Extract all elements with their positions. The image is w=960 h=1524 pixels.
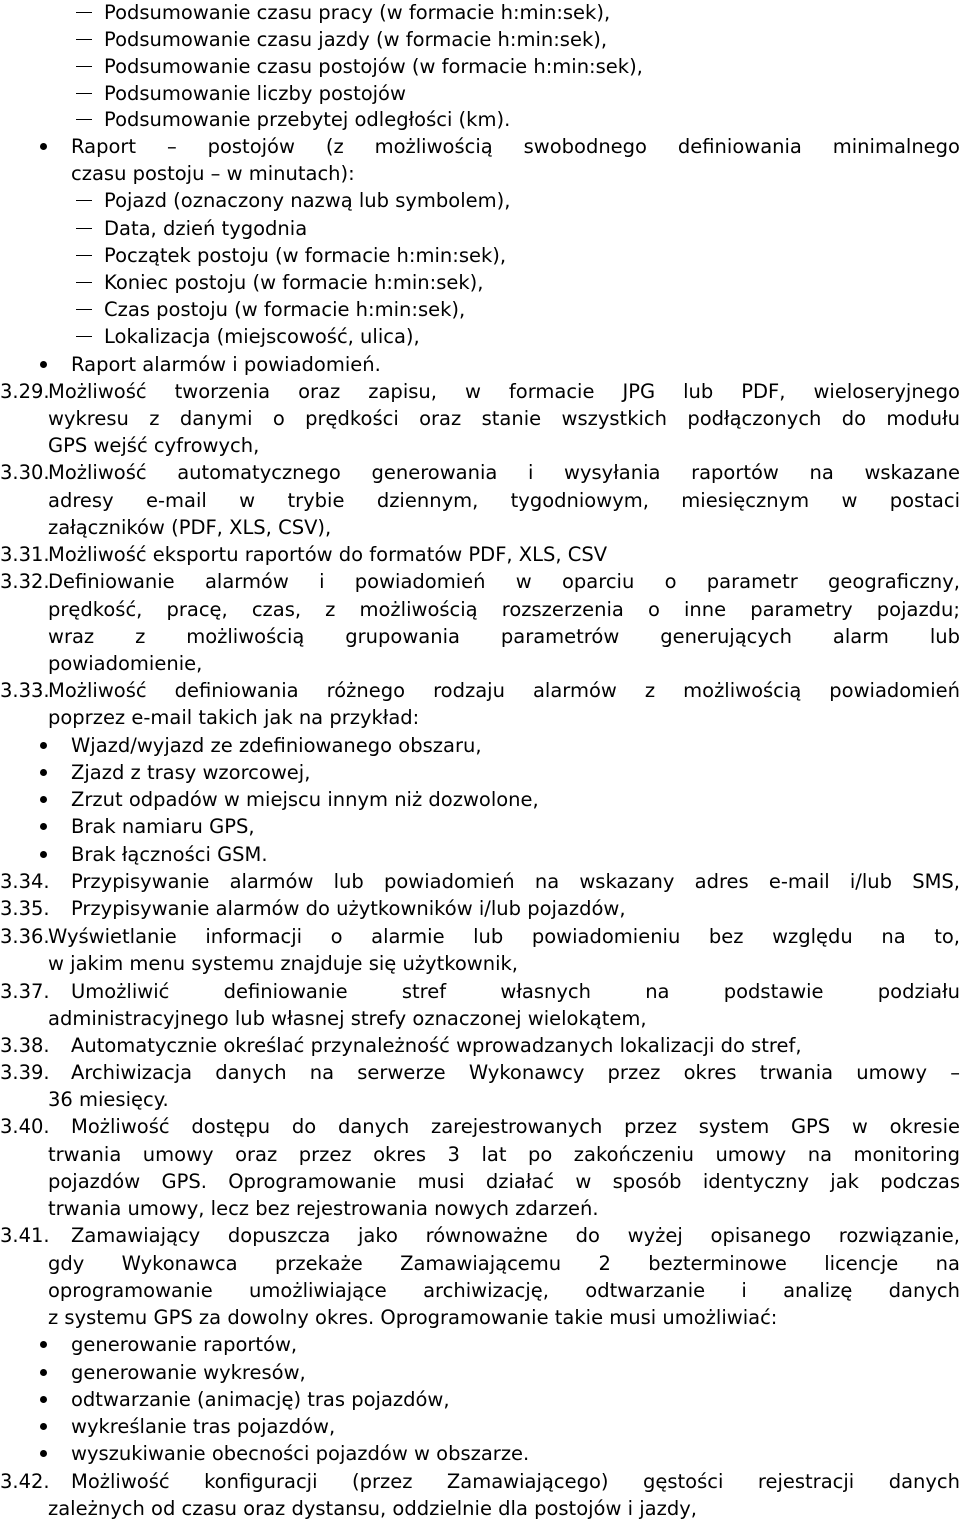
text-line: GPS wejść cyfrowych, — [48, 433, 260, 457]
section-number: 3.40. — [0, 1114, 50, 1138]
dash-list-item: Podsumowanie czasu pracy (w formacie h:min:sek), — [104, 0, 611, 24]
bullet-marker — [40, 851, 47, 858]
bullet-marker — [40, 361, 47, 368]
text-line: 36 miesięcy. — [48, 1087, 169, 1111]
bullet-list-item: Raport – postojów (z możliwością swobodnego definiowania minimalnego — [71, 134, 960, 158]
text-line: Możliwość automatycznego generowania i wysyłania raportów na wskazane — [48, 460, 960, 484]
text-line: poprzez e-mail takich jak na przykład: — [48, 705, 420, 729]
section-number: 3.35. — [0, 896, 50, 920]
section-number: 3.33. — [0, 678, 50, 702]
dash-marker — [76, 309, 92, 310]
bullet-list-item: Brak namiaru GPS, — [71, 814, 255, 838]
dash-list-item: Lokalizacja (miejscowość, ulica), — [104, 324, 420, 348]
bullet-marker — [40, 1423, 47, 1430]
bullet-list-item: Zjazd z trasy wzorcowej, — [71, 760, 311, 784]
dash-list-item: Pojazd (oznaczony nazwą lub symbolem), — [104, 188, 511, 212]
text-line: gdy Wykonawca przekaże Zamawiającemu 2 bezterminowe licencje na — [48, 1251, 960, 1275]
dash-marker — [76, 12, 92, 13]
bullet-marker — [40, 1396, 47, 1403]
text-line: Możliwość tworzenia oraz zapisu, w formacie JPG lub PDF, wieloseryjnego — [48, 379, 960, 403]
text-line: Wyświetlanie informacji o alarmie lub powiadomieniu bez względu na to, — [48, 924, 960, 948]
bullet-list-item: wyszukiwanie obecności pojazdów w obszarze. — [71, 1441, 530, 1465]
text-line: wraz z możliwością grupowania parametrów generujących alarm lub — [48, 624, 960, 648]
bullet-marker — [40, 823, 47, 830]
text-line: adresy e-mail w trybie dziennym, tygodniowym, miesięcznym w postaci — [48, 488, 960, 512]
dash-list-item: Początek postoju (w formacie h:min:sek), — [104, 243, 507, 267]
text-line: załączników (PDF, XLS, CSV), — [48, 515, 332, 539]
bullet-list-item: wykreślanie tras pojazdów, — [71, 1414, 336, 1438]
text-line: trwania umowy, lecz bez rejestrowania nowych zdarzeń. — [48, 1196, 599, 1220]
bullet-marker — [40, 769, 47, 776]
dash-list-item: Podsumowanie przebytej odległości (km). — [104, 107, 511, 131]
bullet-list-item: odtwarzanie (animację) tras pojazdów, — [71, 1387, 450, 1411]
text-line: z systemu GPS za dowolny okres. Oprogramowanie takie musi umożliwiać: — [48, 1305, 778, 1329]
bullet-list-item: Wjazd/wyjazd ze zdefiniowanego obszaru, — [71, 733, 482, 757]
dash-marker — [76, 336, 92, 337]
text-line: Możliwość dostępu do danych zarejestrowanych przez system GPS w okresie — [71, 1114, 960, 1138]
dash-marker — [76, 119, 92, 120]
section-number: 3.41. — [0, 1223, 50, 1247]
dash-list-item: Podsumowanie czasu postojów (w formacie h:min:sek), — [104, 54, 643, 78]
text-line: Zamawiający dopuszcza jako równoważne do wyżej opisanego rozwiązanie, — [71, 1223, 960, 1247]
text-line: pojazdów GPS. Oprogramowanie musi działać w sposób identyczny jak podczas — [48, 1169, 960, 1193]
bullet-list-item: generowanie raportów, — [71, 1332, 298, 1356]
text-line: Możliwość eksportu raportów do formatów PDF, XLS, CSV — [48, 542, 608, 566]
section-number: 3.38. — [0, 1033, 50, 1057]
section-number: 3.34. — [0, 869, 50, 893]
text-line: Przypisywanie alarmów do użytkowników i/lub pojazdów, — [71, 896, 626, 920]
bullet-marker — [40, 742, 47, 749]
section-number: 3.31. — [0, 542, 50, 566]
dash-marker — [76, 255, 92, 256]
bullet-marker — [40, 796, 47, 803]
dash-marker — [76, 66, 92, 67]
text-line: czasu postoju – w minutach): — [71, 161, 355, 185]
text-line: Możliwość definiowania różnego rodzaju alarmów z możliwością powiadomień — [48, 678, 960, 702]
section-number: 3.32. — [0, 569, 50, 593]
text-line: wykresu z danymi o prędkości oraz stanie wszystkich podłączonych do modułu — [48, 406, 960, 430]
dash-marker — [76, 228, 92, 229]
bullet-marker — [40, 1450, 47, 1457]
text-line: Możliwość konfiguracji (przez Zamawiającego) gęstości rejestracji danych — [71, 1469, 960, 1493]
dash-list-item: Czas postoju (w formacie h:min:sek), — [104, 297, 466, 321]
section-number: 3.36. — [0, 924, 50, 948]
dash-marker — [76, 282, 92, 283]
bullet-marker — [40, 143, 47, 150]
bullet-marker — [40, 1341, 47, 1348]
dash-marker — [76, 93, 92, 94]
bullet-list-item: Brak łączności GSM. — [71, 842, 268, 866]
dash-list-item: Podsumowanie czasu jazdy (w formacie h:min:sek), — [104, 27, 608, 51]
text-line: administracyjnego lub własnej strefy oznaczonej wielokątem, — [48, 1006, 647, 1030]
text-line: w jakim menu systemu znajduje się użytkownik, — [48, 951, 518, 975]
section-number: 3.42. — [0, 1469, 50, 1493]
text-line: zależnych od czasu oraz dystansu, oddzielnie dla postojów i jazdy, — [48, 1496, 697, 1520]
text-line: Definiowanie alarmów i powiadomień w oparciu o parametr geograficzny, — [48, 569, 960, 593]
text-line: trwania umowy oraz przez okres 3 lat po zakończeniu umowy na monitoring — [48, 1142, 960, 1166]
text-line: powiadomienie, — [48, 651, 203, 675]
dash-list-item: Podsumowanie liczby postojów — [104, 81, 406, 105]
bullet-list-item: generowanie wykresów, — [71, 1360, 306, 1384]
section-number: 3.29. — [0, 379, 50, 403]
dash-marker — [76, 39, 92, 40]
text-line: Automatycznie określać przynależność wprowadzanych lokalizacji do stref, — [71, 1033, 802, 1057]
text-line: Przypisywanie alarmów lub powiadomień na wskazany adres e-mail i/lub SMS, — [71, 869, 960, 893]
text-line: Archiwizacja danych na serwerze Wykonawcy przez okres trwania umowy – — [71, 1060, 960, 1084]
section-number: 3.39. — [0, 1060, 50, 1084]
dash-marker — [76, 200, 92, 201]
text-line: prędkość, pracę, czas, z możliwością rozszerzenia o inne parametry pojazdu; — [48, 597, 960, 621]
section-number: 3.37. — [0, 979, 50, 1003]
dash-list-item: Data, dzień tygodnia — [104, 216, 308, 240]
text-line: Umożliwić definiowanie stref własnych na podstawie podziału — [71, 979, 960, 1003]
text-line: oprogramowanie umożliwiające archiwizację, odtwarzanie i analizę danych — [48, 1278, 960, 1302]
bullet-marker — [40, 1369, 47, 1376]
bullet-list-item: Zrzut odpadów w miejscu innym niż dozwolone, — [71, 787, 539, 811]
dash-list-item: Koniec postoju (w formacie h:min:sek), — [104, 270, 484, 294]
bullet-list-item: Raport alarmów i powiadomień. — [71, 352, 381, 376]
section-number: 3.30. — [0, 460, 50, 484]
